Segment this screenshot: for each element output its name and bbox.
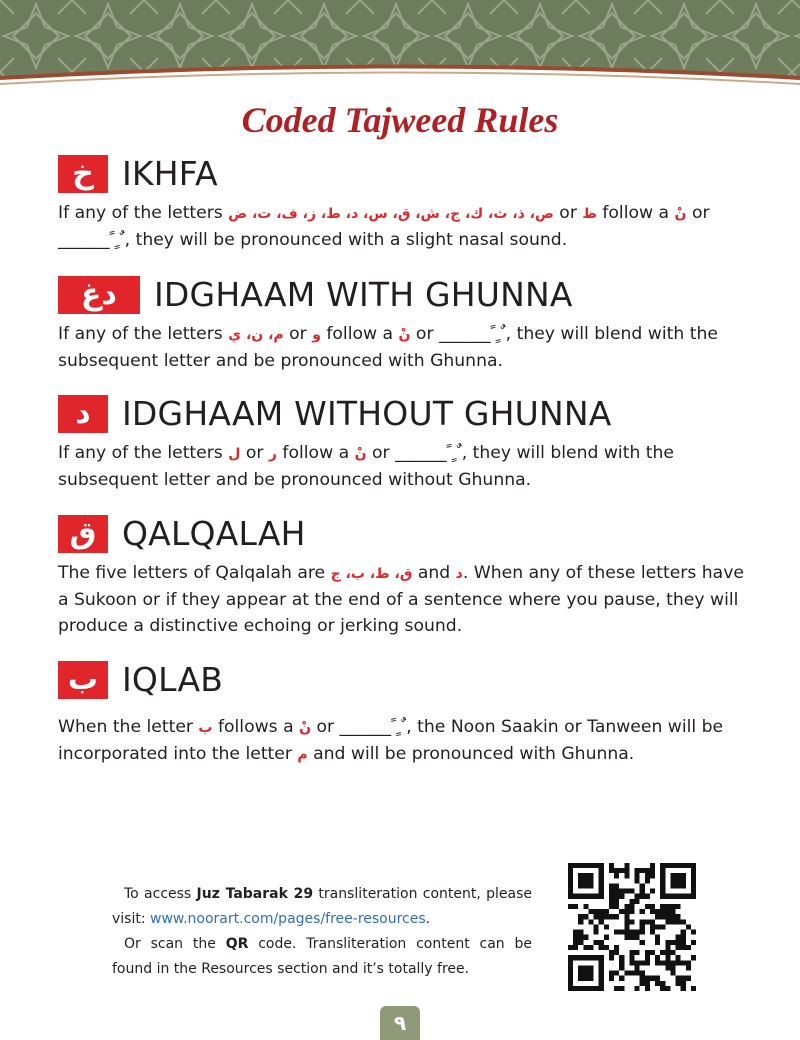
iqlab-code-badge: ب [58,661,108,699]
tanween-symbol: ______ ً ٍ ٌ [438,324,506,344]
rule-description: If any of the letters ل or ر follow a نْ or ______ ً ٍ ٌ, they will blend with the subsequent letter and be pronounced without Ghunna. [58,443,675,490]
page-title: Coded Tajweed Rules [241,100,559,140]
ikhfa-code-badge: خ [58,155,108,193]
idghaam-ghunna-code-badge: دغ [58,276,140,314]
rule-description: If any of the letters ص، ذ، ث، ك، ج، ش، ق، س، د، ط، ز، ف، ت، ض or ظ follow a نْ or ______ ً ٍ ٌ, they will be pronounced with a slight nasal sound. [58,203,710,250]
rule-section-idghaam-without-ghunna [58,394,758,493]
rule-section-ikhfa [58,154,758,253]
resources-paragraph: To access Juz Tabarak 29 transliteration content, please visit: www.noorart.com/pages/free-resources. [112,886,532,927]
resources-link[interactable]: www.noorart.com/pages/free-resources [150,911,426,927]
rule-section-iqlab [58,660,758,768]
qr-code[interactable] [568,863,696,991]
rule-description: When the letter ب follows a نْ or ______ ً ٍ ٌ, the Noon Saakin or Tanween will be incorporated into the letter م and will be pronounced with Ghunna. [58,717,724,764]
page-number: ٩ [380,1006,420,1040]
rule-heading: IDGHAAM WITH GHUNNA [154,275,573,314]
tanween-symbol: ______ ً ٍ ٌ [339,717,407,737]
resources-note [112,882,532,982]
rule-heading: QALQALAH [122,514,306,553]
rule-description: The five letters of Qalqalah are ق، ط، ب، ج and د. When any of these letters have a Sukoon or if they appear at the end of a sentence where you pause, they will produce a distinctive echoing or jerking sound. [58,563,744,636]
rule-description: If any of the letters م، ن، ي or و follow a نْ or ______ ً ٍ ٌ, they will blend with the subsequent letter and be pronounced with Ghunna. [58,324,718,371]
tanween-symbol: ______ ً ٍ ٌ [395,443,462,463]
qalqalah-code-badge: ق [58,515,108,553]
rule-heading: IDGHAAM WITHOUT GHUNNA [122,394,612,433]
decorative-pattern-banner [0,0,800,90]
qr-paragraph: Or scan the QR code. Transliteration content can be found in the Resources section and it’s totally free. [112,936,533,977]
idghaam-code-badge: د [58,395,108,433]
rule-section-qalqalah [58,514,758,639]
rule-heading: IKHFA [122,154,218,193]
rule-heading: IQLAB [122,660,224,699]
rule-section-idghaam-with-ghunna [58,275,758,374]
tanween-symbol: ______ ً ٍ ٌ [58,230,125,250]
